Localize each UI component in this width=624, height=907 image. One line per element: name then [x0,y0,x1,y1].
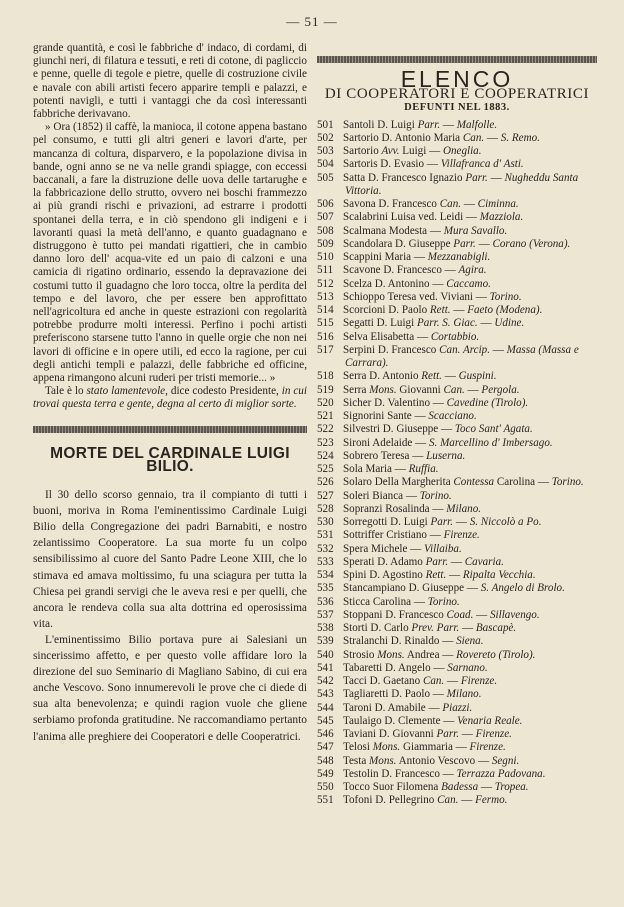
entry-number: 546 [317,728,334,741]
list-item: 523 Sironi Adelaide — S. Marcellino d' Imbersago. [317,436,553,449]
entry-name: Solaro Della Margherita [343,476,451,489]
paragraph: » Ora (1852) il caffè, la manioca, il cotone appena bastano pel consumo, e tutti gli altri generi e lavori d'arte, per mancanza di coltura, disparvero, e la popolazione divisa in bande, ogni anno se ne va nelle grandi spiagge, con eccessi baccanali, a fare la distruzione delle uova delle tartarughe e la fabbricazione dello strutto, ovvero nei boschi frammezzo ai più grandi rischi e privazioni, ad estrarre i prodotti spontanei della terra, e in ciò spendono gli indigeni e i lavoranti quasi la metà dell'anno, e quanto guadagnano e distruggono è tutto pei mandati rigattieri, che in cambio danno loro dell' acqua-vite ed un paio di calzoni e una camicia di rigatino ordinario, essendo la depravazione dei costumi tutto il guadagno che loro tocca, oltre la perdita del tempo e del lavoro, che per essere ben approfittato nell'agricoltura ed anche in queste estrazioni con regolarità potrebbe produrre molti interessi. Perfino i pochi artisti preferiscono starsene tutto l'anno in quelle orgie che non nei lavori di officine e in opere utili, ed ecco la ragione, per cui degli antichi templi e palazzi, delle fabbriche ed officine, appena rimangono alcuni ruderi per tristi memorie... » [33,121,307,385]
entry-name: Sola Maria [343,463,392,476]
list-item: 522 Silvestri D. Giuseppe — Toco Sant' Agata. [317,423,533,436]
entry-rank: Mons. [369,754,397,767]
entry-place: Ruffia. [408,463,439,476]
entry-name: Sperati D. Adamo [343,555,423,568]
entry-list [317,119,597,808]
entry-number: 519 [317,383,334,396]
list-item: 543 Tagliaretti D. Paolo — Milano. [317,688,482,701]
list-item: 513 Schioppo Teresa ved. Viviani — Torino. [317,290,522,303]
entry-name: Santoli D. Luigi [343,118,415,131]
entry-number: 522 [317,423,334,436]
entry-number: 534 [317,569,334,582]
entry-place: Faeto (Modena). [467,304,543,317]
list-item: 521 Signorini Sante — Scacciano. [317,410,477,423]
list-item: 519 Serra Mons. Giovanni Can. — Pergola. [317,383,520,396]
entry-extra: Giovanni [399,383,441,396]
entry-place: Firenze. [469,741,506,754]
entry-number: 549 [317,767,334,780]
entry-name: Tagliaretti D. Paolo [343,688,431,701]
entry-place: Cavaria. [464,555,504,568]
list-item: 532 Spera Michele — Villaiba. [317,542,462,555]
list-item: 551 Tofoni D. Pellegrino Can. — Fermo. [317,794,508,807]
entry-number: 508 [317,224,334,237]
list-item: 510 Scappini Maria — Mezzanabigli. [317,251,491,264]
entry-place: Torino. [427,595,460,608]
entry-place: Sillavengo. [490,608,540,621]
list-item: 539 Stralanchi D. Rinaldo — Siena. [317,635,484,648]
entry-rank: Contessa [453,476,495,489]
list-item: 537 Stoppani D. Francesco Coad. — Sillavengo. [317,608,540,621]
list-item: 545 Taulaigo D. Clemente — Venaria Reale. [317,714,523,727]
list-item: 515 Segatti D. Luigi Parr. S. Giac. — Udine. [317,317,525,330]
entry-place: Mezzanabigli. [427,251,491,264]
entry-place: Pergola. [481,383,520,396]
list-item: 512 Scelza D. Antonino — Caccamo. [317,277,491,290]
entry-place: Mura Savallo. [443,224,508,237]
quote-mid: , dice codesto Presidente, [165,385,279,398]
list-item: 527 Soleri Bianca — Torino. [317,489,452,502]
list-item: 518 Serra D. Antonio Rett. — Guspini. [317,370,497,383]
entry-place: Torino. [419,489,452,502]
list-item: 549 Testolin D. Francesco — Terrazza Padovana. [317,767,546,780]
entry-name: Sicher D. Valentino [343,396,430,409]
entry-place: Bascapè. [475,622,517,635]
entry-place: Cavedine (Tirolo). [446,396,529,409]
entry-place: Torino. [551,476,584,489]
entry-name: Testolin D. Francesco [343,767,440,780]
entry-place: Cortabbio. [430,330,480,343]
entry-place: Caccamo. [446,277,491,290]
entry-number: 540 [317,648,334,661]
entry-name: Serra D. Antonio [343,370,419,383]
entry-number: 512 [317,277,334,290]
entry-place: S. Niccolò a Po. [469,516,542,529]
list-title: ELENCO [400,66,514,92]
entry-number: 547 [317,741,334,754]
entry-name: Soleri Bianca [343,489,404,502]
list-item: 547 Telosi Mons. Giammaria — Firenze. [317,741,506,754]
entry-place: Siena. [456,635,484,648]
list-item: 506 Savona D. Francesco Can. — Ciminna. [317,198,519,211]
list-item: 526 Solaro Della Margherita Contessa Carolina — Torino. [317,476,584,489]
entry-name: Scandolara D. Giuseppe [343,237,451,250]
entry-name: Sorregotti D. Luigi [343,516,428,529]
entry-name: Scelza D. Antonino [343,277,430,290]
list-item: 533 Sperati D. Adamo Parr. — Cavaria. [317,555,504,568]
entry-number: 510 [317,251,334,264]
entry-number: 544 [317,701,334,714]
entry-rank: Can. [437,794,459,807]
entry-place: Piazzi. [442,701,473,714]
entry-rank: Coad. [446,608,474,621]
entry-place: Villaiba. [424,542,462,555]
entry-name: Sartorio [343,145,379,158]
entry-name: Sartorio D. Antonio Maria [343,131,461,144]
list-item: 509 Scandolara D. Giuseppe Parr. — Corano (Verona). [317,237,571,250]
entry-rank: Parr. [436,728,460,741]
entry-place: S. Remo. [500,131,540,144]
entry-place: Corano (Verona). [492,237,571,250]
entry-place: S. Marcellino d' Imbersago. [428,436,553,449]
entry-number: 523 [317,436,334,449]
entry-number: 513 [317,290,334,303]
entry-place: Firenze. [460,675,498,688]
entry-rank: Can. [439,198,462,211]
entry-rank: Parr. [417,118,441,131]
entry-place: Mazziola. [479,211,524,224]
entry-name: Stoppani D. Francesco [343,608,444,621]
entry-rank: Can. [462,131,485,144]
entry-name: Tacci D. Gaetano [343,675,421,688]
entry-rank: Parr. [425,555,449,568]
entry-place: Udine. [494,317,525,330]
entry-place: Firenze. [443,529,480,542]
entry-name: Sobrero Teresa [343,449,410,462]
entry-name: Tofoni D. Pellegrino [343,794,435,807]
entry-place: Milano. [446,502,482,515]
entry-name: Sticca Carolina [343,595,412,608]
entry-number: 535 [317,582,334,595]
entry-name: Silvestri D. Giuseppe [343,423,439,436]
entry-name: Segatti D. Luigi [343,317,415,330]
entry-place: Massa (Massa e Carrara). [345,343,579,370]
entry-rank: Avv. [381,145,400,158]
entry-number: 518 [317,370,334,383]
entry-name: Scalabrini Luisa ved. Leidi [343,211,464,224]
divider [33,426,307,433]
entry-rank: Prev. Parr. [411,622,460,635]
entry-rank: Can. [422,675,445,688]
quote-stato: stato lamentevole [86,385,166,398]
entry-place: Tropea. [494,781,529,794]
list-item: 504 Sartoris D. Evasio — Villafranca d' Asti. [317,158,524,171]
entry-place: Scacciano. [428,410,477,423]
right-column [317,42,597,808]
entry-rank: Rett. [429,304,451,317]
list-item: 548 Testa Mons. Antonio Vescovo — Segni. [317,754,520,767]
entry-number: 528 [317,502,334,515]
entry-place: Guspini. [458,370,497,383]
entry-number: 520 [317,396,334,409]
entry-name: Sopranzi Rosalinda [343,502,430,515]
entry-place: Malfolle. [456,118,498,131]
entry-place: Sarnano. [447,661,488,674]
paragraph: L'eminentissimo Bilio portava pure ai Salesiani un sincerissimo affetto, e per questo volle affidare loro la direzione del suo Seminario di Magliano Sabino, di cui era anche Vescovo. Sono innumerevoli le prove che ci diede di sua alta benevolenza; e quindi ragion vuole che gliene serbiamo profonda gratitudine. Ne raccomandiamo pertanto l'anima alle preghiere dei Cooperatori e delle Cooperatrici. [33,633,307,743]
entry-name: Tocco Suor Filomena [343,781,439,794]
entry-number: 506 [317,198,334,211]
entry-number: 507 [317,211,334,224]
entry-number: 533 [317,555,334,568]
entry-place: Firenze. [475,728,512,741]
entry-name: Sartoris D. Evasio [343,158,425,171]
entry-number: 545 [317,714,334,727]
list-item: 538 Storti D. Carlo Prev. Parr. — Bascapè. [317,622,517,635]
list-item: 514 Scorcioni D. Paolo Rett. — Faeto (Modena). [317,304,543,317]
list-item: 508 Scalmana Modesta — Mura Savallo. [317,224,508,237]
entry-place: Agira. [458,264,487,277]
entry-name: Serra [343,383,367,396]
paragraph: Il 30 dello scorso gennaio, tra il compianto di tutti i buoni, moriva in Roma l'eminentissimo Cardinale Luigi Bilio della Congregazione dei padri Barnabiti, e nostro zelantissimo Cooperatore. La sua morte fu un colpo sensibilissimo al cuore del Santo Padre Leone XIII, che lo stimava ed amava moltissimo, fu una sciagura per tutta la Chiesa pei grandi servigi che le aveva resi e per quelli, che ancora le rendeva colla sua alta dottrina ed operosissima vita. [33,489,307,630]
entry-place: Ciminna. [477,198,519,211]
paragraph: grande quantità, e così le fabbriche d' indaco, di cordami, di giunchi neri, di filatura e tessuti, e reti di cotone, di pagliccio e penne, quelle di tegole e pietre, quelle di costruzione civile e navale con abili artisti fecero apparire templi e palazzi, e potenti navigli, e tutti i vantaggi che da così interessanti fabbriche derivavano. [33,42,307,121]
entry-extra: Antonio Vescovo [398,754,476,767]
quote-paragraph [33,385,307,411]
entry-number: 527 [317,489,334,502]
entry-number: 511 [317,264,334,277]
list-item: 544 Taroni D. Amabile — Piazzi. [317,701,473,714]
list-item: 516 Selva Elisabetta — Cortabbio. [317,330,480,343]
entry-name: Testa [343,754,367,767]
entry-rank: Can. [443,383,465,396]
entry-place: Ripalta Vecchia. [462,569,536,582]
entry-place: Toco Sant' Agata. [454,423,533,436]
entry-number: 543 [317,688,334,701]
entry-name: Spini D. Agostino [343,569,423,582]
entry-name: Strosio [343,648,375,661]
list-item: 542 Tacci D. Gaetano Can. — Firenze. [317,675,498,688]
entry-rank: Mons. [377,648,405,661]
entry-number: 503 [317,145,334,158]
entry-rank: Badessa [441,781,479,794]
entry-place: Rovereto (Tirolo). [456,648,536,661]
entry-name: Tabaretti D. Angelo [343,661,431,674]
entry-number: 515 [317,317,334,330]
entry-number: 551 [317,794,334,807]
list-item: 540 Strosio Mons. Andrea — Rovereto (Tirolo). [317,648,536,661]
entry-number: 517 [317,343,334,356]
list-item: 517 Serpini D. Francesco Can. Arcip. — Massa (Massa e Carrara). [317,343,579,370]
entry-number: 539 [317,635,334,648]
entry-place: Milano. [446,688,482,701]
entry-place: Oneglia. [442,145,482,158]
entry-number: 521 [317,410,334,423]
list-item: 507 Scalabrini Luisa ved. Leidi — Mazziola. [317,211,524,224]
entry-extra: Giammaria [402,741,453,754]
entry-place: Torino. [489,290,522,303]
list-item: 511 Scavone D. Francesco — Agira. [317,264,487,277]
entry-rank: Parr. S. Giac. [416,317,478,330]
entry-number: 526 [317,476,334,489]
page-number: — 51 — [286,14,338,29]
list-item: 530 Sorregotti D. Luigi Parr. — S. Niccolò a Po. [317,516,542,529]
quote-lead: Tale è lo [45,385,84,398]
entry-name: Sottriffer Cristiano [343,529,427,542]
entry-number: 514 [317,304,334,317]
entry-name: Satta D. Francesco Ignazio [343,171,463,184]
list-subtitle: DI COOPERATORI E COOPERATRICI [324,86,590,103]
list-item: 535 Stancampiano D. Giuseppe — S. Angelo di Brolo. [317,582,565,595]
entry-number: 502 [317,131,334,144]
entry-rank: Parr. [465,171,488,184]
entry-number: 532 [317,542,334,555]
entry-name: Stancampiano D. Giuseppe [343,582,465,595]
entry-number: 542 [317,675,334,688]
left-column [33,42,307,745]
list-item: 541 Tabaretti D. Angelo — Sarnano. [317,661,488,674]
section-title: MORTE DEL CARDINALE LUIGI BILIO. [50,444,290,475]
entry-rank: Mons. [372,741,401,754]
entry-number: 509 [317,237,334,250]
list-item: 520 Sicher D. Valentino — Cavedine (Tirolo). [317,396,529,409]
entry-number: 524 [317,449,334,462]
entry-extra: Luigi [402,145,427,158]
entry-rank: Parr. [453,237,476,250]
list-item: 524 Sobrero Teresa — Luserna. [317,449,466,462]
quote-italic: in cui trovai questa terra e gente, degna al certo di miglior sorte. [33,385,308,411]
entry-rank: Parr. [430,516,454,529]
list-item: 528 Sopranzi Rosalinda — Milano. [317,502,482,515]
entry-rank: Rett. [421,370,442,383]
entry-name: Signorini Sante [343,410,412,423]
entry-name: Taviani D. Giovanni [343,728,434,741]
entry-number: 548 [317,754,334,767]
entry-place: Terrazza Padovana. [456,767,546,780]
entry-number: 536 [317,595,334,608]
list-item: 502 Sartorio D. Antonio Maria Can. — S. Remo. [317,131,540,144]
entry-number: 550 [317,781,334,794]
entry-place: Segni. [491,754,520,767]
entry-name: Sironi Adelaide [343,436,413,449]
entry-number: 537 [317,608,334,621]
entry-place: Luserna. [426,449,466,462]
entry-place: Fermo. [475,794,508,807]
list-item: 501 Santoli D. Luigi Parr. — Malfolle. [317,118,498,131]
entry-rank: Can. Arcip. [439,343,490,356]
entry-number: 530 [317,516,334,529]
entry-number: 501 [317,118,334,131]
entry-name: Scorcioni D. Paolo [343,304,428,317]
entry-name: Storti D. Carlo [343,622,409,635]
list-item: 534 Spini D. Agostino Rett. — Ripalta Vecchia. [317,569,536,582]
entry-name: Scavone D. Francesco [343,264,442,277]
entry-name: Taulaigo D. Clemente [343,714,441,727]
entry-place: Villafranca d' Asti. [440,158,524,171]
entry-number: 516 [317,330,334,343]
entry-name: Savona D. Francesco [343,198,437,211]
entry-name: Serpini D. Francesco [343,343,437,356]
list-item: 546 Taviani D. Giovanni Parr. — Firenze. [317,728,512,741]
entry-name: Spera Michele [343,542,408,555]
entry-number: 541 [317,661,334,674]
entry-name: Taroni D. Amabile [343,701,426,714]
entry-number: 538 [317,622,334,635]
list-subtitle-year: DEFUNTI NEL 1883. [404,102,510,114]
entry-number: 504 [317,158,334,171]
list-item: 503 Sartorio Avv. Luigi — Oneglia. [317,145,482,158]
entry-name: Schioppo Teresa ved. Viviani [343,290,474,303]
entry-place: Venaria Reale. [457,714,523,727]
entry-name: Telosi [343,741,370,754]
list-item: 536 Sticca Carolina — Torino. [317,595,460,608]
entry-place: S. Angelo di Brolo. [480,582,565,595]
entry-name: Stralanchi D. Rinaldo [343,635,440,648]
list-item: 525 Sola Maria — Ruffia. [317,463,439,476]
entry-number: 525 [317,463,334,476]
entry-place: Nugheddu Santa Vittoria. [345,171,579,197]
entry-extra: Andrea [406,648,440,661]
entry-name: Selva Elisabetta [343,330,415,343]
entry-number: 531 [317,529,334,542]
entry-rank: Mons. [369,383,397,396]
list-item: 550 Tocco Suor Filomena Badessa — Tropea. [317,781,529,794]
entry-name: Scappini Maria [343,251,412,264]
divider [317,56,597,63]
entry-rank: Rett. [425,569,447,582]
list-item: 531 Sottriffer Cristiano — Firenze. [317,529,480,542]
entry-name: Scalmana Modesta [343,224,428,237]
list-item: 505 Satta D. Francesco Ignazio Parr. — Nugheddu Santa Vittoria. [317,171,579,197]
entry-extra: Carolina [496,476,536,489]
entry-number: 505 [317,171,334,184]
